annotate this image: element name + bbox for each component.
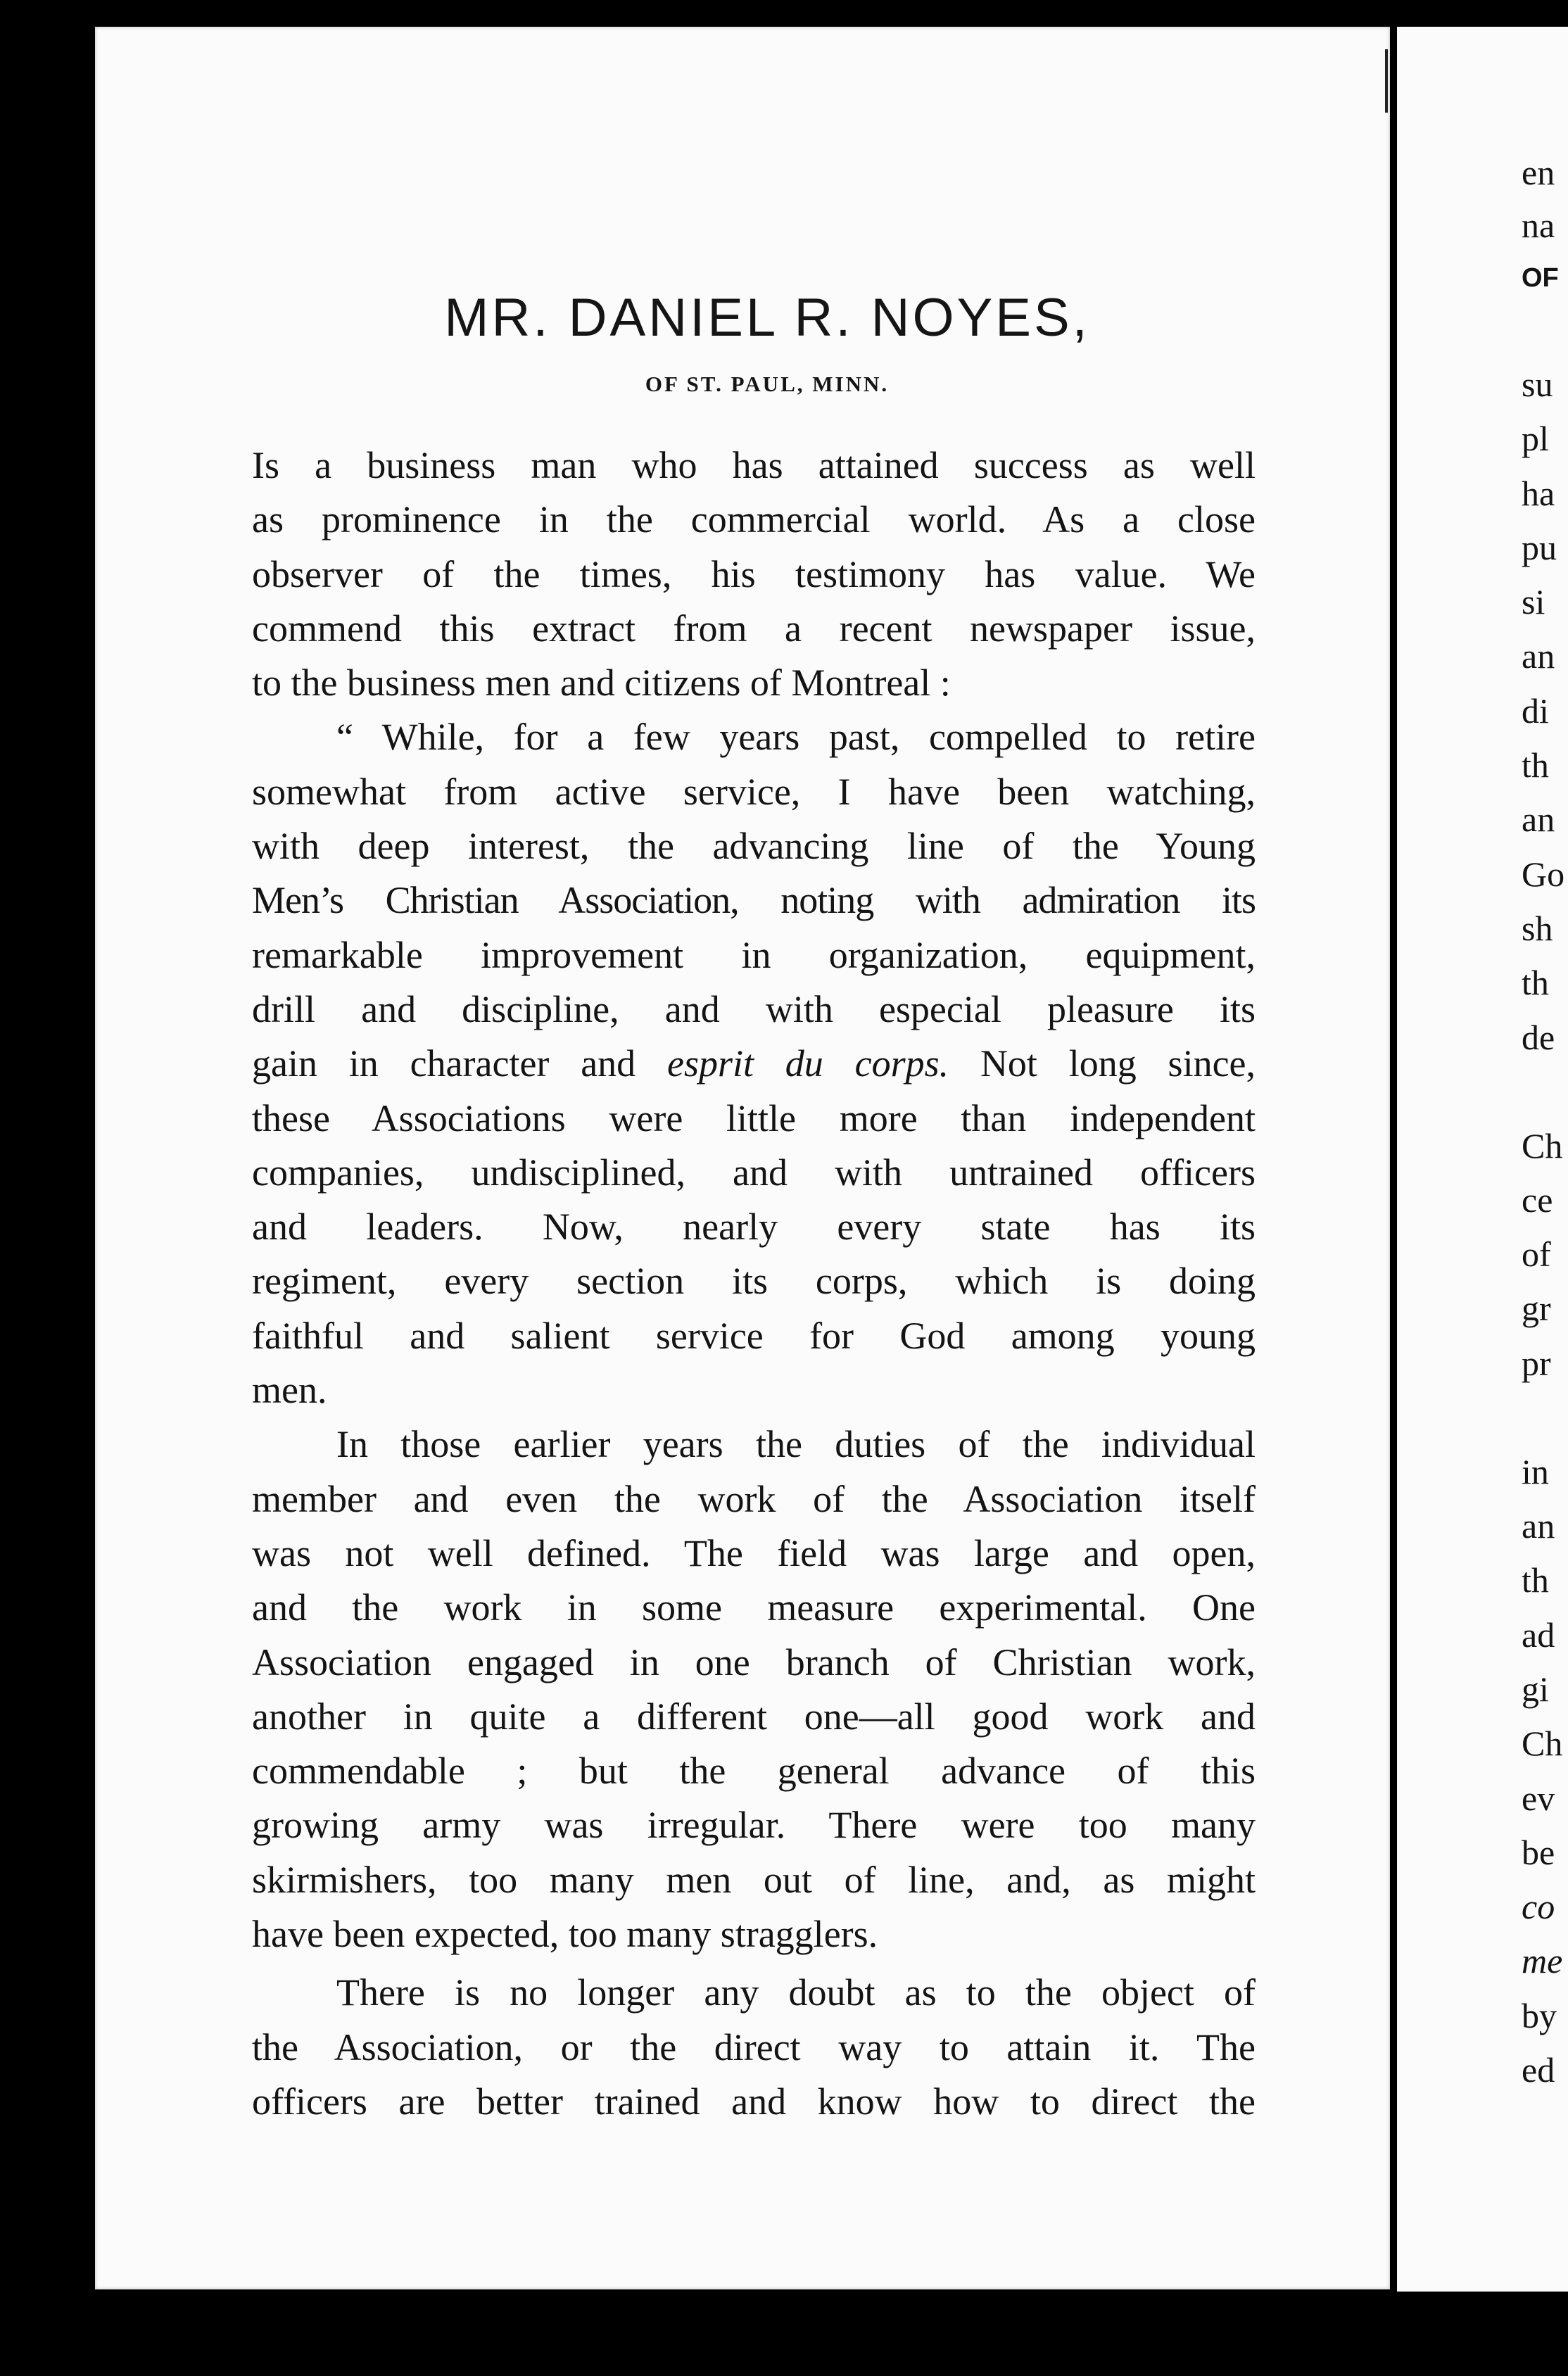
page-subtitle: OF ST. PAUL, MINN. (645, 372, 890, 396)
text-line: Association engaged in one branch of Christian work, (252, 1641, 1256, 1683)
text-line: another in quite a different one—all good work and (252, 1695, 1256, 1738)
facing-fragment: pr (1522, 1343, 1551, 1383)
facing-fragment: ha (1522, 473, 1555, 513)
facing-fragment: gi (1522, 1669, 1549, 1709)
facing-fragment: th (1522, 745, 1549, 785)
gutter-mark (1385, 49, 1388, 113)
text-line: member and even the work of the Association itself (252, 1477, 1256, 1520)
facing-fragment: en (1522, 153, 1555, 192)
text-line: There is no longer any doubt as to the object of (336, 1971, 1256, 2014)
facing-fragment: ad (1522, 1614, 1555, 1655)
text-line: drill and discipline, and with especial pleasure its (252, 987, 1256, 1030)
text-line: men. (252, 1369, 327, 1412)
facing-fragment: by (1522, 1995, 1557, 2035)
text-line: In those earlier years the duties of the individual (336, 1423, 1256, 1466)
facing-fragment: an (1522, 636, 1555, 676)
facing-fragment: Go (1522, 854, 1565, 894)
text-line: these Associations were little more than independent (252, 1097, 1256, 1139)
facing-fragment: sh (1522, 908, 1553, 948)
facing-fragment: gr (1522, 1289, 1551, 1329)
facing-fragment: in (1522, 1451, 1549, 1491)
text-line: “ While, for a few years past, compelled to retire (336, 716, 1256, 759)
text-line: have been expected, too many stragglers. (252, 1913, 878, 1956)
text-line: faithful and salient service for God among young (252, 1314, 1256, 1357)
text-line: was not well defined. The field was large and open, (252, 1531, 1256, 1574)
facing-fragment: me (1522, 1941, 1563, 1981)
facing-fragment: co (1522, 1887, 1555, 1927)
facing-fragment: th (1522, 1560, 1549, 1600)
facing-fragment: be (1522, 1832, 1555, 1872)
facing-fragment: an (1522, 800, 1555, 840)
text-line: regiment, every section its corps, which is doing (252, 1260, 1256, 1303)
facing-fragment: ce (1522, 1180, 1553, 1220)
text-line: and the work in some measure experimental. One (252, 1586, 1256, 1629)
page-title: MR. DANIEL R. NOYES, (444, 288, 1090, 348)
body-text (252, 438, 1256, 2129)
facing-fragment: su (1522, 365, 1553, 404)
text-line: growing army was irregular. There were too many (252, 1804, 1256, 1847)
facing-fragment: si (1522, 582, 1545, 622)
text-line: and leaders. Now, nearly every state has its (252, 1206, 1256, 1249)
text-line: commendable ; but the general advance of this (252, 1750, 1256, 1793)
text-line: to the business men and citizens of Montreal : (252, 662, 951, 704)
facing-fragment: th (1522, 963, 1549, 1003)
facing-fragment: of (1522, 1234, 1551, 1275)
text-line: the Association, or the direct way to attain it. The (252, 2026, 1256, 2068)
facing-fragment: OF (1522, 263, 1559, 293)
text-line: observer of the times, his testimony has value. We (252, 552, 1256, 595)
text-line: Men’s Christian Association, noting with admiration its (252, 879, 1256, 922)
facing-fragment: an (1522, 1506, 1555, 1546)
facing-fragment: Ch (1522, 1125, 1563, 1165)
text-line: with deep interest, the advancing line of the Young (252, 825, 1256, 868)
text-line: companies, undisciplined, and with untrained officers (252, 1151, 1256, 1194)
facing-page-fragments (1522, 146, 1568, 2097)
text-line: as prominence in the commercial world. As a close (252, 498, 1256, 541)
text-line-mixed (252, 1037, 1256, 1091)
facing-fragment: ed (1522, 2050, 1555, 2090)
facing-fragment: ev (1522, 1778, 1555, 1818)
text-line: Is a business man who has attained success as well (252, 444, 1256, 486)
text-line: somewhat from active service, I have been watching, (252, 770, 1256, 813)
text-line: commend this extract from a recent newspaper issue, (252, 607, 1256, 650)
text-segment: gain in character and (252, 1042, 636, 1085)
facing-fragment: de (1522, 1017, 1555, 1057)
text-line: remarkable improvement in organization, equipment, (252, 933, 1256, 976)
facing-fragment: pu (1522, 527, 1557, 567)
text-line: skirmishers, too many men out of line, and, as might (252, 1858, 1256, 1901)
text-segment: Not long since, (980, 1042, 1256, 1085)
text-line: officers are better trained and know how to direct the (252, 2080, 1256, 2123)
facing-fragment: pl (1522, 419, 1549, 459)
facing-fragment: Ch (1522, 1724, 1563, 1764)
italic-phrase: esprit du corps. (667, 1042, 949, 1085)
facing-fragment: na (1522, 206, 1555, 245)
facing-fragment: di (1522, 690, 1549, 731)
